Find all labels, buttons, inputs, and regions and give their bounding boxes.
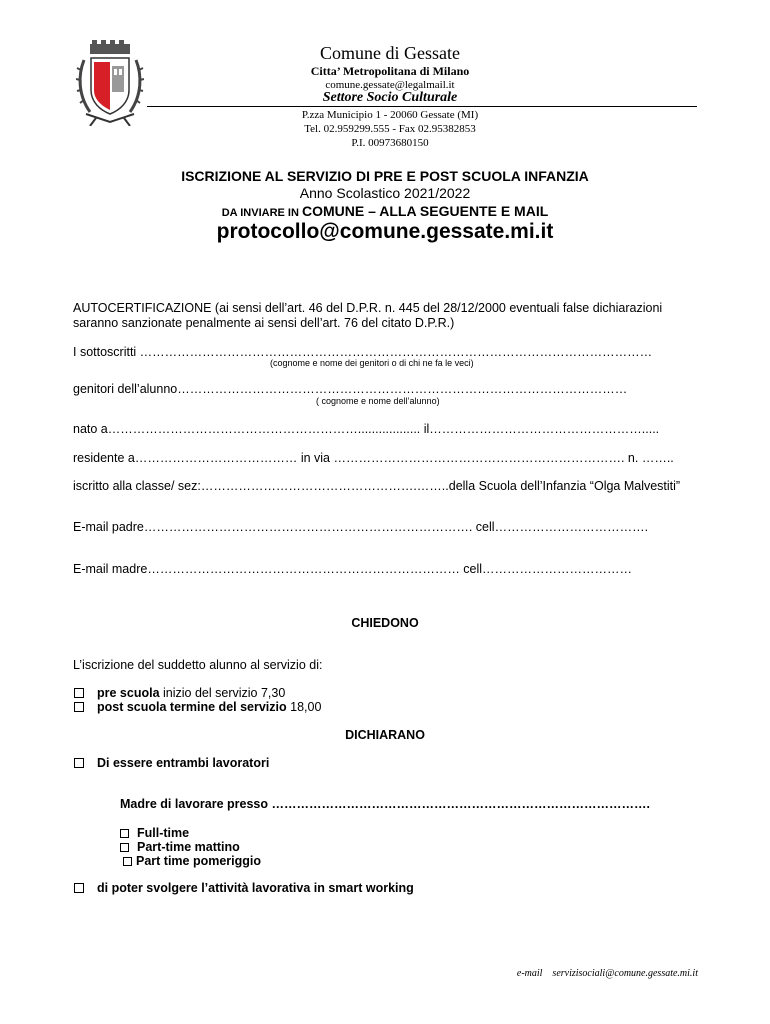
checkbox-icon[interactable] xyxy=(120,843,129,852)
send-instruction-main: COMUNE – ALLA SEGUENTE E MAIL xyxy=(301,203,549,219)
footer-email-label: e-mail xyxy=(516,968,543,979)
vat-line: P.I. 00973680150 xyxy=(351,137,429,149)
autocert-line-2: saranno sanzionate penalmente ai sensi dell’art. 76 del citato D.P.R.) xyxy=(73,316,455,330)
option-smart-working-label: di poter svolgere l’attività lavorativa in smart working xyxy=(97,881,414,895)
field-email-padre[interactable]: E-mail padre……………………………………………………………………. cell………………………………. xyxy=(73,520,649,534)
option-full-time-label: Full-time xyxy=(137,826,190,840)
option-pre-scuola-label: pre scuola xyxy=(97,686,160,700)
chiedono-heading: CHIEDONO xyxy=(351,616,419,630)
option-part-time-pomeriggio[interactable] xyxy=(123,854,261,868)
form-title: ISCRIZIONE AL SERVIZIO DI PRE E POST SCUOLA INFANZIA xyxy=(181,168,589,184)
option-part-time-pomeriggio-label: Part time pomeriggio xyxy=(136,854,262,868)
checkbox-icon[interactable] xyxy=(74,758,84,768)
field-madre-lavoro[interactable]: Madre di lavorare presso ………………………………………………………………………………. xyxy=(120,797,650,811)
option-part-time-mattino-label: Part-time mattino xyxy=(137,840,240,854)
option-entrambi-label: Di essere entrambi lavoratori xyxy=(97,756,270,770)
checkbox-icon[interactable] xyxy=(74,883,84,893)
checkbox-icon[interactable] xyxy=(74,688,84,698)
send-instruction-prefix: DA INVIARE IN xyxy=(221,207,302,219)
metropolitan-city: Citta’ Metropolitana di Milano xyxy=(310,64,470,78)
field-iscritto[interactable]: iscritto alla classe/ sez:…………………………………………….……..della Scuola dell’Infanzia “Olga Malvestiti” xyxy=(73,479,681,493)
checkbox-icon[interactable] xyxy=(123,857,132,866)
checkbox-icon[interactable] xyxy=(74,702,84,712)
hint-sottoscritti: (cognome e nome dei genitori o di chi ne fa le veci) xyxy=(270,358,474,368)
option-pre-scuola[interactable] xyxy=(74,686,285,700)
send-instruction xyxy=(0,203,770,219)
autocert-line-1: AUTOCERTIFICAZIONE (ai sensi dell’art. 46 del D.P.R. n. 445 del 28/12/2000 eventuali false dichiarazioni xyxy=(73,301,663,315)
hint-genitori: ( cognome e nome dell’alunno) xyxy=(316,396,440,406)
option-smart-working[interactable] xyxy=(74,881,414,895)
municipality-name: Comune di Gessate xyxy=(320,43,460,63)
option-post-scuola-label: post scuola termine del servizio xyxy=(97,700,287,714)
school-year: Anno Scolastico 2021/2022 xyxy=(299,185,471,201)
footer-contact xyxy=(517,968,698,979)
footer-email[interactable]: servizisociali@comune.gessate.mi.it xyxy=(552,968,698,979)
field-nato[interactable]: nato a…………………………………………………….................. il……………………………………………..... xyxy=(73,422,660,436)
option-post-scuola-detail: 18,00 xyxy=(286,700,322,714)
protocol-email: protocollo@comune.gessate.mi.it xyxy=(216,220,554,243)
checkbox-icon[interactable] xyxy=(120,829,129,838)
option-pre-scuola-detail: inizio del servizio 7,30 xyxy=(159,686,286,700)
field-genitori[interactable]: genitori dell’alunno……………………………………………………………………………………………… xyxy=(73,382,628,396)
phone-line: Tel. 02.959299.555 - Fax 02.95382853 xyxy=(304,123,476,135)
department-name: Settore Socio Culturale xyxy=(322,90,458,105)
field-email-madre[interactable]: E-mail madre………………………………………………………………… cell……………………………… xyxy=(73,562,633,576)
option-full-time[interactable] xyxy=(120,826,189,840)
field-residente[interactable]: residente a………………………………… in via ……………………………………………………………. n. …….. xyxy=(73,451,674,465)
option-part-time-mattino[interactable] xyxy=(120,840,240,854)
field-sottoscritti[interactable]: I sottoscritti …………………………………………………………………………………………………………… xyxy=(73,345,653,359)
address-line: P.zza Municipio 1 - 20060 Gessate (MI) xyxy=(301,109,479,121)
header-address xyxy=(150,108,630,150)
header-divider xyxy=(147,106,697,107)
municipal-crest-icon xyxy=(76,40,144,126)
option-post-scuola[interactable] xyxy=(74,700,321,714)
chiedono-intro: L’iscrizione del suddetto alunno al servizio di: xyxy=(73,658,323,672)
dichiarano-heading: DICHIARANO xyxy=(345,728,425,742)
option-entrambi-lavoratori[interactable] xyxy=(74,756,269,770)
header-email: comune.gessate@legalmail.it xyxy=(325,79,455,91)
